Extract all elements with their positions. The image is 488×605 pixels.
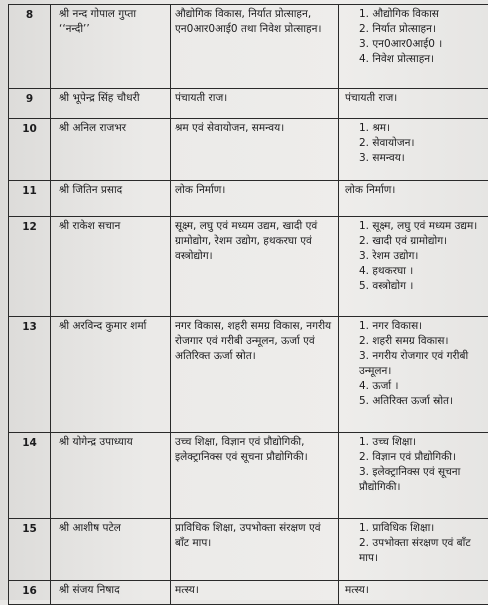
- department-list-item: 1. नगर विकास।: [359, 319, 484, 334]
- serial-number: 12: [9, 217, 51, 317]
- table-row: [9, 433, 488, 519]
- minister-name: श्री नन्द गोपाल गुप्ता ‘‘नन्दी’’: [51, 5, 171, 89]
- department-list-item: 1. सूक्ष्म, लघु एवं मध्यम उद्यम।: [359, 219, 484, 234]
- department-list-item: 2. उपभोक्ता संरक्षण एवं बाँट माप।: [359, 536, 484, 566]
- minister-name: श्री अरविन्द कुमार शर्मा: [51, 317, 171, 433]
- department-list-item: 1. श्रम।: [359, 121, 484, 136]
- departments-list: [343, 183, 484, 198]
- departments-list-cell: [339, 433, 488, 519]
- departments-list: [343, 521, 484, 566]
- departments-list: [343, 91, 484, 106]
- serial-number: 8: [9, 5, 51, 89]
- departments-list-cell: [339, 317, 488, 433]
- minister-name: श्री योगेन्द्र उपाध्याय: [51, 433, 171, 519]
- departments-list: [343, 219, 484, 294]
- departments-list-cell: [339, 519, 488, 581]
- department-list-item: 2. शहरी समग्र विकास।: [359, 334, 484, 349]
- departments-list-cell: [339, 181, 488, 217]
- departments-list-cell: [339, 89, 488, 119]
- departments-text: पंचायती राज।: [171, 89, 339, 119]
- minister-name: श्री भूपेन्द्र सिंह चौधरी: [51, 89, 171, 119]
- departments-text: श्रम एवं सेवायोजन, समन्वय।: [171, 119, 339, 181]
- minister-name: श्री राकेश सचान: [51, 217, 171, 317]
- department-list-item: 5. अतिरिक्त ऊर्जा स्रोत।: [359, 394, 484, 409]
- department-list-item: लोक निर्माण।: [345, 183, 484, 198]
- minister-name: श्री आशीष पटेल: [51, 519, 171, 581]
- departments-list: [343, 319, 484, 409]
- departments-text: लोक निर्माण।: [171, 181, 339, 217]
- table-row: [9, 5, 488, 89]
- department-list-item: 3. एन0आर0आई0 ।: [359, 37, 484, 52]
- department-list-item: 3. नगरीय रोजगार एवं गरीबी उन्मूलन।: [359, 349, 484, 379]
- minister-name: श्री जितिन प्रसाद: [51, 181, 171, 217]
- department-list-item: पंचायती राज।: [345, 91, 484, 106]
- department-list-item: 3. इलेक्ट्रानिक्स एवं सूचना प्रौद्योगिकी।: [359, 465, 484, 495]
- departments-text: मत्स्य।: [171, 581, 339, 605]
- departments-list: [343, 121, 484, 166]
- department-list-item: मत्स्य।: [345, 583, 484, 598]
- minister-name: श्री संजय निषाद: [51, 581, 171, 605]
- serial-number: 10: [9, 119, 51, 181]
- department-list-item: 2. खादी एवं ग्रामोद्योग।: [359, 234, 484, 249]
- table-row: [9, 217, 488, 317]
- serial-number: 14: [9, 433, 51, 519]
- departments-list-cell: [339, 217, 488, 317]
- table-row: [9, 181, 488, 217]
- table-row: [9, 119, 488, 181]
- departments-text: औद्योगिक विकास, निर्यात प्रोत्साहन, एन0आर0आई0 तथा निवेश प्रोत्साहन।: [171, 5, 339, 89]
- departments-list-cell: [339, 581, 488, 605]
- department-list-item: 3. समन्वय।: [359, 151, 484, 166]
- table-row: [9, 317, 488, 433]
- departments-text: नगर विकास, शहरी समग्र विकास, नगरीय रोजगार एवं गरीबी उन्मूलन, ऊर्जा एवं अतिरिक्त ऊर्जा स्रोत।: [171, 317, 339, 433]
- department-list-item: 2. विज्ञान एवं प्रौद्योगिकी।: [359, 450, 484, 465]
- table-row: [9, 519, 488, 581]
- departments-list-cell: [339, 119, 488, 181]
- serial-number: 16: [9, 581, 51, 605]
- department-list-item: 5. वस्त्रोद्योग ।: [359, 279, 484, 294]
- departments-list: [343, 435, 484, 495]
- minister-name: श्री अनिल राजभर: [51, 119, 171, 181]
- department-list-item: 3. रेशम उद्योग।: [359, 249, 484, 264]
- department-list-item: 2. निर्यात प्रोत्साहन।: [359, 22, 484, 37]
- serial-number: 15: [9, 519, 51, 581]
- departments-text: उच्च शिक्षा, विज्ञान एवं प्रौद्योगिकी, इलेक्ट्रानिक्स एवं सूचना प्रौद्योगिकी।: [171, 433, 339, 519]
- minister-portfolio-table: [8, 4, 488, 605]
- departments-list: [343, 583, 484, 598]
- table-row: [9, 89, 488, 119]
- table-body: [9, 5, 488, 605]
- department-list-item: 4. ऊर्जा ।: [359, 379, 484, 394]
- serial-number: 11: [9, 181, 51, 217]
- department-list-item: 2. सेवायोजन।: [359, 136, 484, 151]
- department-list-item: 1. औद्योगिक विकास: [359, 7, 484, 22]
- departments-text: सूक्ष्म, लघु एवं मध्यम उद्यम, खादी एवं ग्रामोद्योग, रेशम उद्योग, हथकरघा एवं वस्त्रोद्योग।: [171, 217, 339, 317]
- department-list-item: 1. प्राविधिक शिक्षा।: [359, 521, 484, 536]
- departments-list: [343, 7, 484, 67]
- table-row: [9, 581, 488, 605]
- department-list-item: 1. उच्च शिक्षा।: [359, 435, 484, 450]
- serial-number: 13: [9, 317, 51, 433]
- serial-number: 9: [9, 89, 51, 119]
- department-list-item: 4. निवेश प्रोत्साहन।: [359, 52, 484, 67]
- department-list-item: 4. हथकरघा ।: [359, 264, 484, 279]
- departments-list-cell: [339, 5, 488, 89]
- departments-text: प्राविधिक शिक्षा, उपभोक्ता संरक्षण एवं बाँट माप।: [171, 519, 339, 581]
